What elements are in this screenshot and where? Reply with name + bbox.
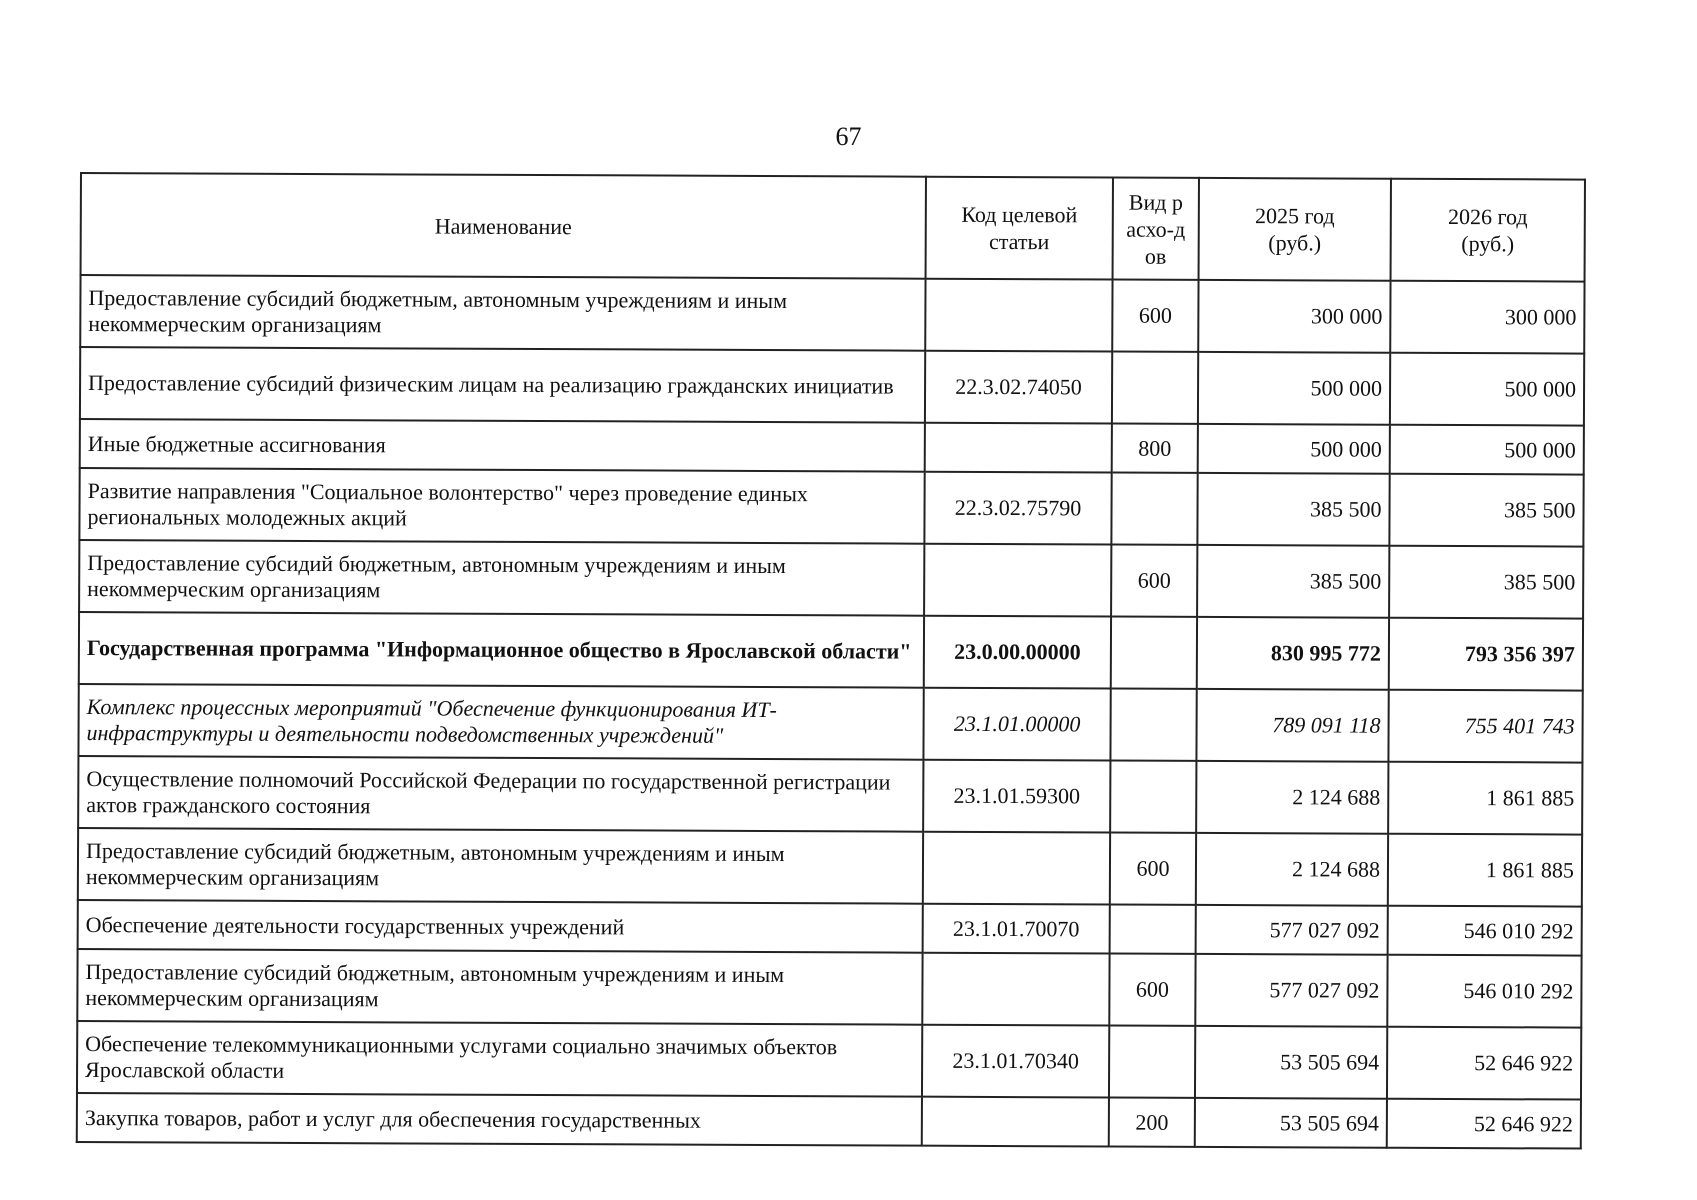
row-kind: 600 [1110,833,1196,905]
row-name: Иные бюджетные ассигнования [80,419,925,472]
page-number: 67 [835,122,862,151]
header-2026: 2026 год (руб.) [1391,179,1585,282]
row-2025: 500 000 [1198,352,1390,425]
row-2026: 500 000 [1390,425,1584,475]
table-row-program [79,612,1583,691]
row-2026: 546 010 292 [1388,906,1582,956]
row-code: 23.0.00.00000 [924,616,1111,689]
row-code: 22.3.02.74050 [925,351,1112,424]
header-2025: 2025 год (руб.) [1199,178,1391,281]
row-kind: 200 [1109,1097,1195,1146]
row-kind [1111,617,1197,689]
row-kind [1110,905,1196,954]
row-name: Предоставление субсидий бюджетным, автономным учреждениям и иным некоммерческим организациям [78,828,923,904]
row-kind [1111,473,1197,545]
row-name: Государственная программа "Информационное общество в Ярославской области" [79,612,924,688]
row-2026: 1 861 885 [1388,834,1582,907]
row-code: 23.1.01.70070 [923,904,1110,954]
header-code: Код целевой статьи [926,177,1113,280]
row-code: 22.3.02.75790 [924,472,1111,545]
row-kind: 600 [1109,953,1195,1025]
row-2026: 755 401 743 [1388,690,1582,763]
row-2026: 52 646 922 [1387,1027,1581,1100]
row-name: Развитие направления "Социальное волонтерство" через проведение единых региональных молодежных акций [79,468,924,544]
row-code: 23.1.01.00000 [923,688,1110,761]
row-2026: 385 500 [1389,474,1583,547]
row-2025: 53 505 694 [1195,1026,1387,1099]
row-2026: 385 500 [1389,546,1583,619]
budget-table [76,172,1586,1150]
table-row [80,347,1584,426]
row-code [923,832,1110,905]
row-name: Обеспечение деятельности государственных учреждений [78,900,923,953]
table-header-row [81,173,1585,282]
row-2025: 789 091 118 [1196,689,1388,762]
row-2026: 300 000 [1390,281,1584,354]
header-kind: Вид расхо-дов [1113,178,1199,280]
row-2026: 500 000 [1390,353,1584,426]
row-code: 23.1.01.70340 [922,1025,1109,1098]
row-2026: 793 356 397 [1389,618,1583,691]
row-name: Осуществление полномочий Российской Федерации по государственной регистрации актов гражданского состояния [78,756,923,832]
table-row [80,419,1584,475]
row-2026: 52 646 922 [1387,1099,1581,1149]
row-2025: 385 500 [1197,473,1389,546]
row-2025: 830 995 772 [1197,617,1389,690]
row-kind [1110,689,1196,761]
header-name: Наименование [81,173,926,279]
table-row [78,900,1582,956]
row-2025: 2 124 688 [1196,833,1388,906]
row-code [925,423,1112,473]
row-code: 23.1.01.59300 [923,760,1110,833]
row-name: Комплекс процессных мероприятий "Обеспечение функционирования ИТ-инфраструктуры и деятельности подведомственных учреждений" [78,684,923,760]
row-code [922,953,1109,1026]
row-code [925,279,1112,352]
row-name: Обеспечение телекоммуникационными услугами социально значимых объектов Ярославской области [77,1021,922,1097]
table-row-complex [78,684,1582,763]
row-2026: 546 010 292 [1387,955,1581,1028]
row-2025: 577 027 092 [1196,905,1388,955]
table-row [79,540,1583,619]
table-row [78,828,1582,907]
row-kind: 600 [1111,545,1197,617]
row-kind [1109,1025,1195,1097]
table-row [77,1021,1581,1100]
row-name: Предоставление субсидий бюджетным, автономным учреждениям и иным некоммерческим организациям [77,949,922,1025]
row-name: Предоставление субсидий физическим лицам на реализацию гражданских инициатив [80,347,925,423]
row-kind [1110,761,1196,833]
table-row [80,275,1584,354]
row-2025: 500 000 [1198,424,1390,474]
row-2025: 2 124 688 [1196,761,1388,834]
row-2025: 385 500 [1197,545,1389,618]
table-row [78,756,1582,835]
row-name: Закупка товаров, работ и услуг для обеспечения государственных [77,1093,922,1146]
table-row [79,468,1583,547]
row-name: Предоставление субсидий бюджетным, автономным учреждениям и иным некоммерческим организациям [80,275,925,351]
row-kind: 800 [1112,424,1198,473]
row-name: Предоставление субсидий бюджетным, автономным учреждениям и иным некоммерческим организациям [79,540,924,616]
row-kind: 600 [1112,280,1198,352]
row-2025: 300 000 [1198,280,1390,353]
table-row [77,949,1581,1028]
row-code [922,1097,1109,1147]
row-code [924,544,1111,617]
table-row [77,1093,1581,1149]
row-kind [1112,352,1198,424]
row-2025: 53 505 694 [1195,1098,1387,1148]
row-2025: 577 027 092 [1195,954,1387,1027]
row-2026: 1 861 885 [1388,762,1582,835]
